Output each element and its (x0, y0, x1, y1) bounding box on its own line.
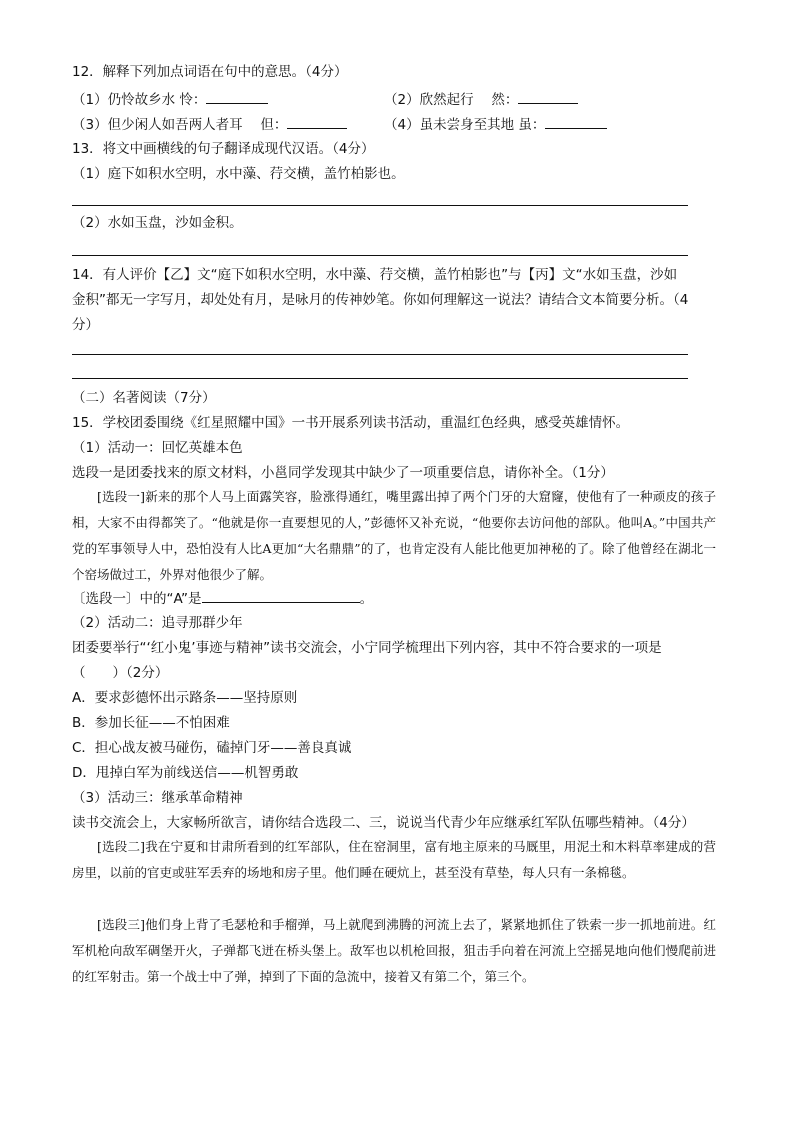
q12-item-1 (72, 89, 268, 110)
fill-in-a (72, 588, 373, 609)
activity-2-prompt: 团委要举行“‘红小鬼’事迹与精神”读书交流会，小宁同学梳理出下列内容，其中不符合要求的一项是 (72, 640, 662, 656)
q12-item-4 (384, 114, 607, 135)
answer-blank[interactable] (545, 114, 607, 129)
activity-1-title: （1）活动一：回忆英雄本色 (72, 440, 243, 456)
q12-item-2 (384, 89, 578, 110)
answer-blank[interactable] (518, 89, 578, 104)
q14-line-3: 分） (72, 317, 99, 333)
q13-title: 13．将文中画横线的句子翻译成现代汉语。（4分） (72, 141, 375, 157)
activity-3-prompt: 读书交流会上，大家畅所欲言，请你结合选段二、三，说说当代青少年应继承红军队伍哪些精神。（4分） (72, 815, 695, 831)
q14-line-1: 14．有人评价【乙】文“庭下如积水空明，水中藻、荇交横，盖竹柏影也”与【丙】文“水如玉盘，沙如 (72, 267, 678, 283)
q12-item-3-label: （3）但少闲人如吾两人者耳 但： (72, 117, 288, 133)
q12-item-4-label: （4）虽未尝身至其地 虽： (384, 117, 546, 133)
activity-3-title: （3）活动三：继承革命精神 (72, 790, 243, 806)
answer-line[interactable] (72, 354, 688, 355)
answer-blank[interactable] (202, 588, 360, 603)
excerpt-3: [选段三]他们身上背了毛瑟枪和手榴弹，马上就爬到沸腾的河流上去了，紧紧地抓住了铁索一步一抓地前进。红军机枪向敌军碉堡开火，子弹都飞迸在桥头堡上。敌军也以机枪回报，狙击手向着在河流上空摇晃地向他们慢爬前进的红军射击。第一个战士中了弹，掉到了下面的急流中，接着又有第二个，第三个。 (72, 917, 716, 984)
excerpt-1: [选段一]新来的那个人马上面露笑容，脸涨得通红，嘴里露出掉了两个门牙的大窟窿，使他有了一种顽皮的孩子相，大家不由得都笑了。“他就是你一直要想见的人，”彭德怀又补充说，“他要你去访问他的部队。他叫A。”中国共产党的军事领导人中，恐怕没有人比A更加“大名鼎鼎”的了，也肯定没有人能比他更加神秘的了。除了他曾经在湖北一个窑场做过工，外界对他很少了解。 (72, 489, 716, 582)
answer-blank[interactable] (206, 89, 268, 104)
q13-sentence-1: （1）庭下如积水空明，水中藻、荇交横，盖竹柏影也。 (72, 166, 405, 182)
section-title: （二）名著阅读（7分） (72, 390, 216, 406)
answer-line[interactable] (72, 205, 688, 206)
answer-line[interactable] (72, 378, 688, 379)
answer-parentheses[interactable]: （ ）（2分） (72, 665, 169, 681)
answer-line[interactable] (72, 255, 688, 256)
option-b: B．参加长征——不怕困难 (72, 715, 230, 731)
fill-in-a-label: 〔选段一〕中的“A”是 (72, 591, 202, 607)
option-d: D．甩掉白军为前线送信——机智勇敢 (72, 765, 299, 781)
fill-in-a-end: 。 (359, 591, 374, 607)
activity-2-title: （2）活动二：追寻那群少年 (72, 615, 243, 631)
activity-1-prompt: 选段一是团委找来的原文材料，小邕同学发现其中缺少了一项重要信息，请你补全。（1分） (72, 465, 614, 481)
q12-item-3 (72, 114, 347, 135)
q12-item-1-label: （1）仍怜故乡水 怜： (72, 92, 207, 108)
answer-blank[interactable] (287, 114, 347, 129)
q12-title: 12．解释下列加点词语在句中的意思。（4分） (72, 64, 348, 80)
excerpt-2: [选段二]我在宁夏和甘肃所看到的红军部队，住在窑洞里，富有地主原来的马厩里，用泥土和木料草率建成的营房里，以前的官吏或驻军丢弃的场地和房子里。他们睡在硬炕上，甚至没有草垫，每人只有一条棉毯。 (72, 839, 716, 880)
q13-sentence-2: （2）水如玉盘，沙如金积。 (72, 215, 243, 231)
q12-item-2-label: （2）欣然起行 然： (384, 92, 519, 108)
option-a: A．要求彭德怀出示路条——坚持原则 (72, 690, 298, 706)
q15-title: 15．学校团委围绕《红星照耀中国》一书开展系列读书活动，重温红色经典，感受英雄情怀。 (72, 415, 630, 431)
q14-line-2: 金积”都无一字写月，却处处有月，是咏月的传神妙笔。你如何理解这一说法？请结合文本简要分析。（4 (72, 292, 689, 308)
option-c: C．担心战友被马碰伤，磕掉门牙——善良真诚 (72, 740, 352, 756)
